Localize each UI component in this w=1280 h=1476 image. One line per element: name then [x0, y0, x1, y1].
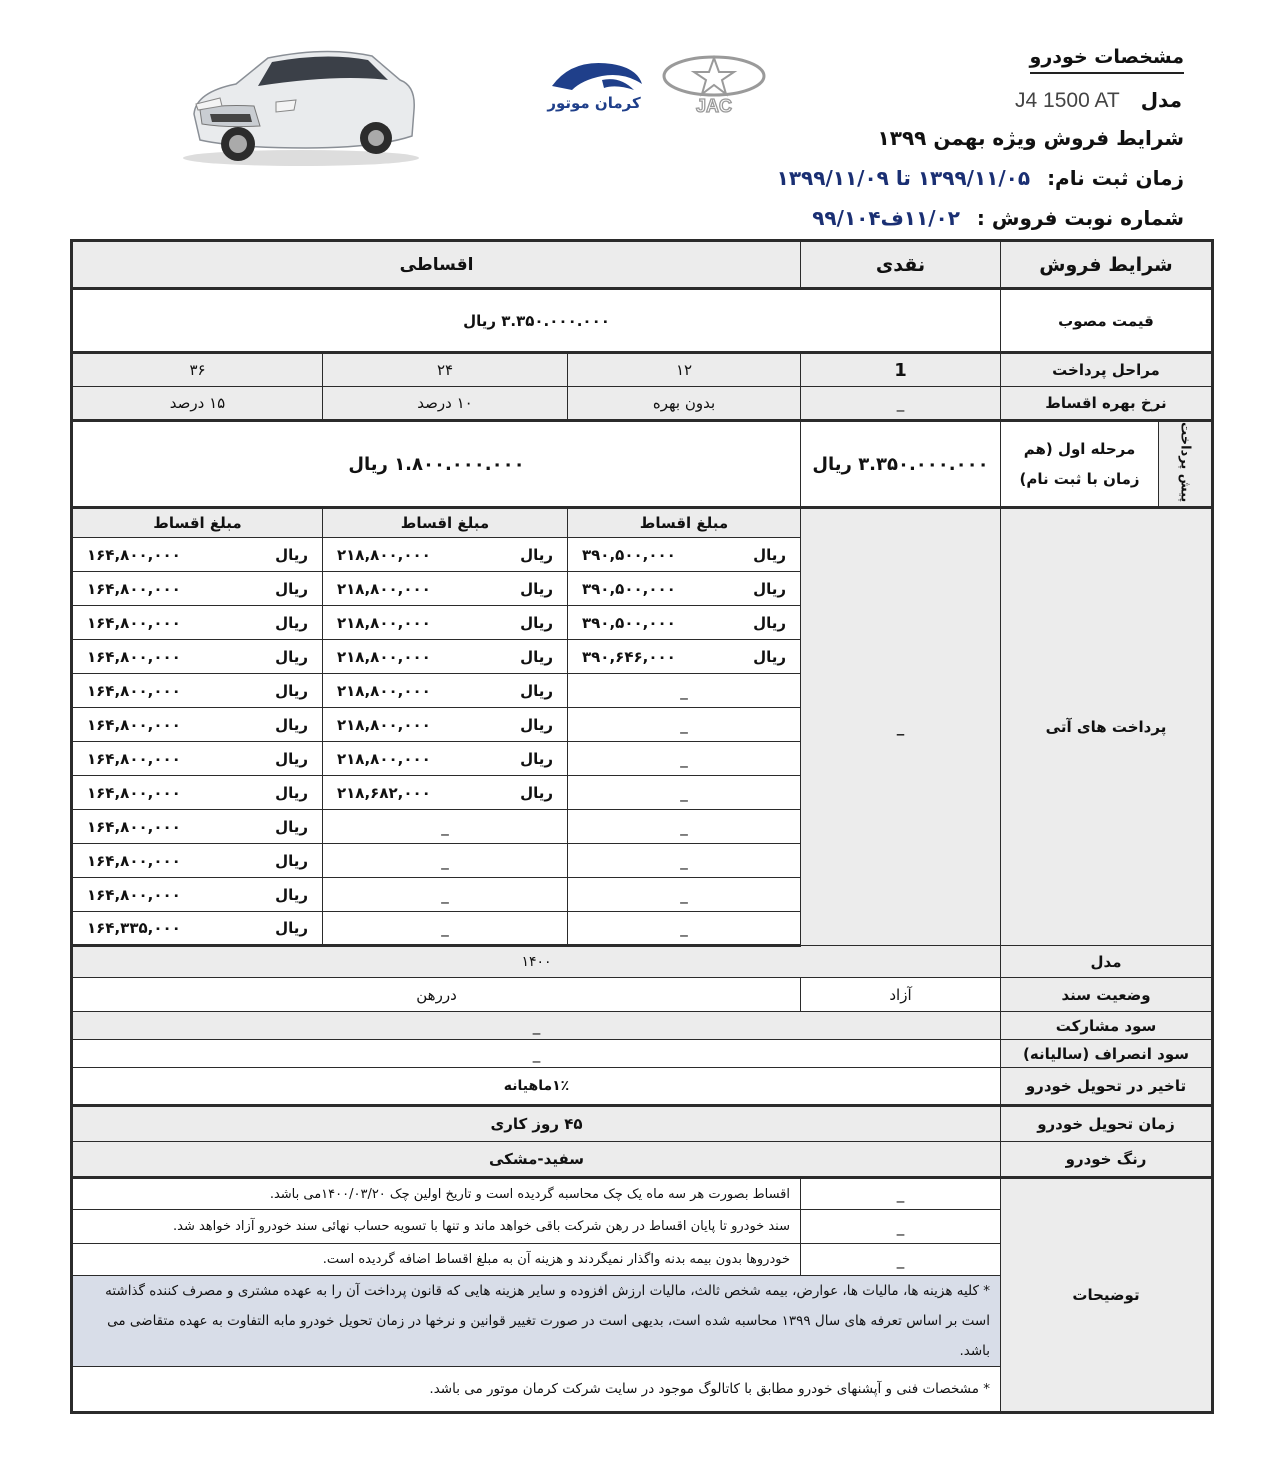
- stage-36: ۳۶: [72, 353, 323, 387]
- installment-cell-36: [72, 878, 323, 912]
- first-stage-installment: ۱.۸۰۰.۰۰۰.۰۰۰ ریال: [72, 421, 801, 508]
- installment-amount: ۱۶۴,۸۰۰,۰۰۰: [87, 681, 181, 700]
- future-payments-label: پرداخت های آتی: [1001, 508, 1213, 946]
- installment-cell-12: _: [568, 708, 801, 742]
- installment-amount: ۱۶۴,۸۰۰,۰۰۰: [87, 613, 181, 632]
- installment-amount: ۱۶۴,۸۰۰,۰۰۰: [87, 647, 181, 666]
- stage-cash: 1: [801, 353, 1001, 387]
- installment-cell-24: [323, 640, 568, 674]
- note-specs: * مشخصات فنی و آپشنهای خودرو مطابق با کاتالوگ موجود در سایت شرکت کرمان موتور می باشد.: [72, 1367, 1001, 1413]
- svg-text:JAC: JAC: [695, 96, 733, 116]
- delivery-label: زمان تحویل خودرو: [1001, 1106, 1213, 1142]
- model-row-label: مدل: [1001, 946, 1213, 978]
- installment-cell-24: [323, 708, 568, 742]
- note-cash-1: _: [801, 1178, 1001, 1210]
- installment-cell-12: _: [568, 878, 801, 912]
- currency-label: ریال: [275, 613, 308, 632]
- installment-cell-36: [72, 572, 323, 606]
- notes-label: توضیحات: [1001, 1178, 1213, 1413]
- first-stage-label: مرحله اول (هم زمان با ثبت نام): [1001, 421, 1159, 508]
- installment-cell-24: [323, 776, 568, 810]
- installment-amount: ۱۶۴,۸۰۰,۰۰۰: [87, 579, 181, 598]
- model-line: [1015, 88, 1182, 113]
- installment-amount: ۳۹۰,۵۰۰,۰۰۰: [582, 545, 676, 564]
- currency-label: ریال: [275, 545, 308, 564]
- installment-cell-24: _: [323, 878, 568, 912]
- sales-conditions-table: [70, 239, 1214, 1414]
- delivery-value: ۴۵ روز کاری: [72, 1106, 1001, 1142]
- installment-cell-12: _: [568, 742, 801, 776]
- installment-cell-12: [568, 538, 801, 572]
- installment-cell-36: [72, 708, 323, 742]
- installment-payment: [77, 852, 318, 870]
- installment-amount: ۳۹۰,۵۰۰,۰۰۰: [582, 613, 676, 632]
- installment-payment: [77, 716, 318, 734]
- partnership-value: _: [72, 1012, 1001, 1040]
- installment-payment: [572, 648, 796, 666]
- delay-value: ۱٪ماهیانه: [72, 1068, 1001, 1106]
- rate-label: نرخ بهره اقساط: [1001, 387, 1213, 421]
- installment-amount: ۲۱۸,۸۰۰,۰۰۰: [337, 681, 431, 700]
- installment-header-24: مبلغ اقساط: [323, 508, 568, 538]
- cancel-profit-value: _: [72, 1040, 1001, 1068]
- currency-label: ریال: [753, 613, 786, 632]
- installment-cell-12: _: [568, 844, 801, 878]
- page-title: مشخصات خودرو: [1030, 46, 1184, 74]
- approved-price-label: قیمت مصوب: [1001, 289, 1213, 353]
- installment-amount: ۱۶۴,۸۰۰,۰۰۰: [87, 715, 181, 734]
- installment-header-12: مبلغ اقساط: [568, 508, 801, 538]
- currency-label: ریال: [520, 715, 553, 734]
- installment-amount: ۱۶۴,۳۳۵,۰۰۰: [87, 919, 181, 938]
- registration-line: [777, 166, 1184, 190]
- installment-payment: [572, 580, 796, 598]
- note-3: خودروها بدون بیمه بدنه واگذار نمیگردند و هزینه آن به مبلغ اقساط اضافه گردیده است.: [72, 1244, 801, 1276]
- installment-payment: [77, 886, 318, 904]
- installment-amount: ۲۱۸,۸۰۰,۰۰۰: [337, 579, 431, 598]
- installment-cell-24: [323, 538, 568, 572]
- installment-cell-36: [72, 776, 323, 810]
- installment-payment: [77, 750, 318, 768]
- installment-payment: [77, 546, 318, 564]
- installment-amount: ۳۹۰,۵۰۰,۰۰۰: [582, 579, 676, 598]
- sale-conditions-title: شرایط فروش ویژه بهمن ۱۳۹۹: [877, 126, 1184, 150]
- currency-label: ریال: [520, 647, 553, 666]
- installment-amount: ۲۱۸,۸۰۰,۰۰۰: [337, 613, 431, 632]
- installment-cell-36: [72, 844, 323, 878]
- color-label: رنگ خودرو: [1001, 1142, 1213, 1178]
- installment-payment: [77, 818, 318, 836]
- model-label: مدل: [1140, 88, 1182, 112]
- installment-amount: ۲۱۸,۸۰۰,۰۰۰: [337, 545, 431, 564]
- note-2: سند خودرو تا پایان اقساط در رهن شرکت باقی خواهد ماند و تنها با تسویه حساب نهائی سند خودرو آزاد خواهد شد.: [72, 1210, 801, 1244]
- turn-value: ۱۱/۰۲ف۹۹/۱۰۴: [812, 206, 960, 230]
- currency-label: ریال: [275, 885, 308, 904]
- installment-payment: [77, 648, 318, 666]
- rate-36: ۱۵ درصد: [72, 387, 323, 421]
- currency-label: ریال: [275, 681, 308, 700]
- rate-12: بدون بهره: [568, 387, 801, 421]
- currency-label: ریال: [753, 647, 786, 666]
- model-value: J4 1500 AT: [1015, 89, 1120, 112]
- installment-amount: ۳۹۰,۶۴۶,۰۰۰: [582, 647, 676, 666]
- doc-status-cash: آزاد: [801, 978, 1001, 1012]
- installment-cell-36: [72, 640, 323, 674]
- installment-amount: ۱۶۴,۸۰۰,۰۰۰: [87, 885, 181, 904]
- kerman-motor-logo: [542, 56, 650, 116]
- installment-cell-24: [323, 742, 568, 776]
- installment-cell-36: [72, 606, 323, 640]
- car-image: [176, 40, 426, 168]
- installment-cell-12: _: [568, 674, 801, 708]
- currency-label: ریال: [520, 681, 553, 700]
- installment-cell-36: [72, 912, 323, 946]
- installment-cell-36: [72, 810, 323, 844]
- first-stage-cash: ۳.۳۵۰.۰۰۰.۰۰۰ ریال: [801, 421, 1001, 508]
- installment-payment: [327, 750, 563, 768]
- note-1: اقساط بصورت هر سه ماه یک چک محاسبه گردیده است و تاریخ اولین چک ۱۴۰۰/۰۳/۲۰می باشد.: [72, 1178, 801, 1210]
- partnership-label: سود مشارکت: [1001, 1012, 1213, 1040]
- turn-label: شماره نوبت فروش :: [976, 206, 1184, 230]
- header-cash: نقدی: [801, 241, 1001, 289]
- installment-cell-12: [568, 606, 801, 640]
- installment-cell-24: [323, 572, 568, 606]
- approved-price-value: ۳.۳۵۰.۰۰۰.۰۰۰ ریال: [72, 289, 1001, 353]
- stage-24: ۲۴: [323, 353, 568, 387]
- installment-cell-24: _: [323, 912, 568, 946]
- installment-amount: ۱۶۴,۸۰۰,۰۰۰: [87, 851, 181, 870]
- installment-cell-12: _: [568, 810, 801, 844]
- rate-24: ۱۰ درصد: [323, 387, 568, 421]
- currency-label: ریال: [275, 919, 308, 938]
- cancel-profit-label: سود انصراف (سالیانه): [1001, 1040, 1213, 1068]
- installment-cell-24: _: [323, 810, 568, 844]
- installment-payment: [327, 682, 563, 700]
- currency-label: ریال: [275, 783, 308, 802]
- registration-value: ۱۳۹۹/۱۱/۰۵ تا ۱۳۹۹/۱۱/۰۹: [776, 166, 1031, 190]
- note-cash-3: _: [801, 1244, 1001, 1276]
- installment-cell-24: [323, 606, 568, 640]
- note-general: * کلیه هزینه ها، مالیات ها، عوارض، بیمه شخص ثالث، مالیات ارزش افزوده و سایر هزینه هایی که قانون پرداخت آن را به عهده مشتری و مصرف کننده گذاشته است بر اساس تعرفه های سال ۱۳۹۹ محاسبه شده است، بدیهی است در صورت تغییر قوانین و نرخها در زمان تحویل خودرو مابه التفاوت به عهده متقاضی می باشد.: [72, 1276, 1001, 1367]
- installment-payment: [572, 546, 796, 564]
- model-row-value: ۱۴۰۰: [72, 946, 1001, 978]
- currency-label: ریال: [520, 545, 553, 564]
- registration-label: زمان ثبت نام:: [1047, 166, 1184, 190]
- currency-label: ریال: [520, 613, 553, 632]
- installment-payment: [77, 784, 318, 802]
- prepayment-label: پیش پرداخت: [1177, 422, 1193, 503]
- installment-payment: [327, 784, 563, 802]
- installment-cell-12: _: [568, 776, 801, 810]
- doc-status-label: وضعیت سند: [1001, 978, 1213, 1012]
- installment-payment: [77, 682, 318, 700]
- header-installment: اقساطی: [72, 241, 801, 289]
- installment-payment: [327, 546, 563, 564]
- installment-payment: [77, 919, 318, 937]
- installment-cell-12: [568, 640, 801, 674]
- currency-label: ریال: [275, 579, 308, 598]
- delay-label: تاخیر در تحویل خودرو: [1001, 1068, 1213, 1106]
- installment-payment: [572, 614, 796, 632]
- currency-label: ریال: [275, 647, 308, 666]
- prepayment-vertical-cell: [1159, 421, 1213, 508]
- installment-amount: ۲۱۸,۶۸۲,۰۰۰: [337, 783, 431, 802]
- installment-cell-24: [323, 674, 568, 708]
- jac-logo: [660, 54, 768, 116]
- header-conditions: شرایط فروش: [1001, 241, 1213, 289]
- note-cash-2: _: [801, 1210, 1001, 1244]
- installment-cell-36: [72, 538, 323, 572]
- installment-amount: ۱۶۴,۸۰۰,۰۰۰: [87, 545, 181, 564]
- currency-label: ریال: [753, 579, 786, 598]
- currency-label: ریال: [275, 749, 308, 768]
- currency-label: ریال: [753, 545, 786, 564]
- currency-label: ریال: [520, 749, 553, 768]
- installment-payment: [77, 580, 318, 598]
- svg-text:کرمان موتور: کرمان موتور: [547, 94, 641, 112]
- currency-label: ریال: [275, 817, 308, 836]
- stage-12: ۱۲: [568, 353, 801, 387]
- installment-cell-36: [72, 742, 323, 776]
- color-value: سفید-مشکی: [72, 1142, 1001, 1178]
- installment-cell-36: [72, 674, 323, 708]
- installment-cell-12: _: [568, 912, 801, 946]
- installment-cell-24: _: [323, 844, 568, 878]
- future-cash: _: [801, 508, 1001, 946]
- installment-amount: ۲۱۸,۸۰۰,۰۰۰: [337, 715, 431, 734]
- installment-payment: [327, 648, 563, 666]
- installment-header-36: مبلغ اقساط: [72, 508, 323, 538]
- installment-payment: [77, 614, 318, 632]
- rate-cash: _: [801, 387, 1001, 421]
- installment-payment: [327, 614, 563, 632]
- currency-label: ریال: [275, 851, 308, 870]
- installment-payment: [327, 580, 563, 598]
- installment-amount: ۲۱۸,۸۰۰,۰۰۰: [337, 647, 431, 666]
- installment-amount: ۲۱۸,۸۰۰,۰۰۰: [337, 749, 431, 768]
- stages-label: مراحل پرداخت: [1001, 353, 1213, 387]
- installment-amount: ۱۶۴,۸۰۰,۰۰۰: [87, 817, 181, 836]
- installment-cell-12: [568, 572, 801, 606]
- currency-label: ریال: [520, 579, 553, 598]
- currency-label: ریال: [520, 783, 553, 802]
- currency-label: ریال: [275, 715, 308, 734]
- installment-payment: [327, 716, 563, 734]
- installment-amount: ۱۶۴,۸۰۰,۰۰۰: [87, 783, 181, 802]
- installment-amount: ۱۶۴,۸۰۰,۰۰۰: [87, 749, 181, 768]
- turn-line: [812, 206, 1184, 230]
- doc-status-installment: دررهن: [72, 978, 801, 1012]
